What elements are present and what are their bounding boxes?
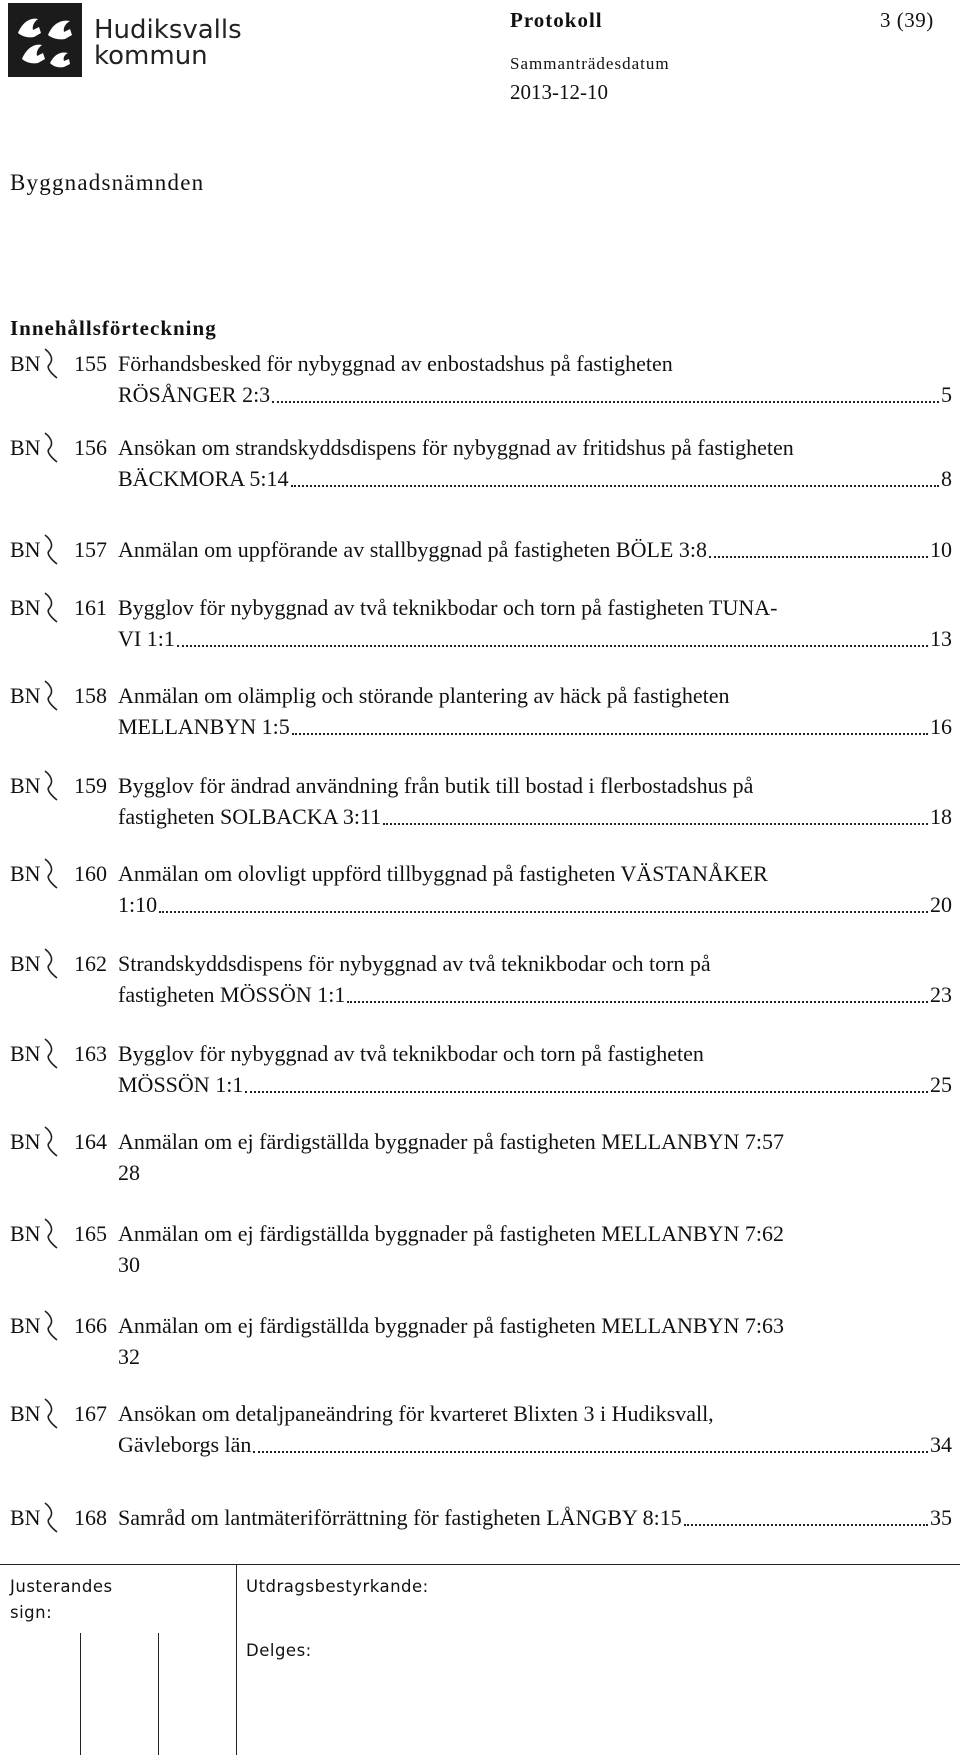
toc-entry-title-cont: Gävleborgs län (118, 1432, 252, 1457)
toc-entry[interactable] (10, 948, 952, 1010)
toc-entry-line (10, 1341, 952, 1372)
dot-leader (709, 555, 928, 558)
toc-entry-number: 167 (74, 1401, 107, 1426)
section-sign-icon (40, 592, 62, 623)
toc-entry-line (10, 979, 952, 1010)
toc-entry-page: 16 (930, 714, 952, 739)
section-sign-icon (40, 1502, 62, 1533)
dot-leader (272, 400, 939, 403)
toc-entry-page-inline: 30 (118, 1252, 140, 1277)
toc-entry-title-cont: 1:10 (118, 892, 158, 917)
toc-entry-line (10, 623, 952, 654)
document-type: Protokoll (510, 8, 603, 32)
toc-entry-line (10, 1310, 952, 1341)
toc-entry[interactable] (10, 1502, 952, 1533)
toc-entry-page: 20 (930, 892, 952, 917)
toc-entry-line (10, 1126, 952, 1157)
page-number: 3 (39) (880, 8, 934, 32)
toc-entry-line (10, 889, 952, 920)
toc-entry-title: Anmälan om olämplig och störande plantering av häck på fastigheten (118, 683, 730, 708)
toc-entry-line (10, 680, 952, 711)
toc-entry-number: 162 (74, 951, 107, 976)
municipality-logo (8, 3, 248, 79)
section-sign-icon (40, 432, 62, 463)
toc-entry[interactable] (10, 348, 952, 410)
toc-entry-number: 164 (74, 1129, 107, 1154)
dot-leader (291, 484, 939, 487)
toc-entry-title: Ansökan om strandskyddsdispens för nybyggnad av fritidshus på fastigheten (118, 435, 794, 460)
toc-entry[interactable] (10, 592, 952, 654)
toc-entry-title: Strandskyddsdispens för nybyggnad av två teknikbodar och torn på (118, 951, 711, 976)
section-sign-icon (40, 858, 62, 889)
toc-entry-page: 10 (930, 537, 952, 562)
toc-entry[interactable] (10, 432, 952, 494)
toc-heading: Innehållsförteckning (10, 316, 217, 340)
sign-label: sign: (10, 1603, 53, 1622)
toc-entry-number: 156 (74, 435, 107, 460)
section-sign-icon (40, 1218, 62, 1249)
toc-entry-line (10, 1069, 952, 1100)
toc-entry-title-cont: fastigheten MÖSSÖN 1:1 (118, 982, 346, 1007)
toc-entry-title: Anmälan om uppförande av stallbyggnad på fastigheten BÖLE 3:8 (118, 537, 707, 562)
toc-entry-number: 157 (74, 537, 107, 562)
toc-entry-line (10, 1157, 952, 1188)
toc-entry-title: Ansökan om detaljpaneändring för kvarteret Blixten 3 i Hudiksvall, (118, 1401, 714, 1426)
section-sign-icon (40, 348, 62, 379)
section-sign-icon (40, 1126, 62, 1157)
toc-entry-title: Bygglov för ändrad användning från butik till bostad i flerbostadshus på (118, 773, 754, 798)
toc-entry-page: 34 (930, 1432, 952, 1457)
toc-entry-number: 159 (74, 773, 107, 798)
toc-entry-prefix: BN (10, 595, 41, 620)
toc-entry-number: 158 (74, 683, 107, 708)
signature-footer (0, 1564, 960, 1755)
section-sign-icon (40, 1038, 62, 1069)
toc-entry-prefix: BN (10, 683, 41, 708)
goat-emblem-icon (8, 3, 82, 77)
toc-entry-title-cont: BÄCKMORA 5:14 (118, 466, 289, 491)
toc-entry-prefix: BN (10, 1505, 41, 1530)
toc-entry-title-cont: RÖSÅNGER 2:3 (118, 382, 271, 407)
toc-entry-title: Samråd om lantmäteriförrättning för fastigheten LÅNGBY 8:15 (118, 1505, 682, 1530)
toc-entry-line (10, 801, 952, 832)
toc-entry-title: Förhandsbesked för nybyggnad av enbostadshus på fastigheten (118, 351, 673, 376)
toc-entry-line (10, 592, 952, 623)
toc-entry-line (10, 463, 952, 494)
toc-entry[interactable] (10, 1310, 952, 1372)
toc-entry-prefix: BN (10, 1129, 41, 1154)
toc-entry[interactable] (10, 1218, 952, 1280)
toc-entry-title-cont: VI 1:1 (118, 626, 175, 651)
toc-entry-title: Anmälan om ej färdigställda byggnader på fastigheten MELLANBYN 7:63 (118, 1313, 784, 1338)
date-label: Sammanträdesdatum (510, 54, 670, 73)
toc-entry-prefix: BN (10, 351, 41, 376)
dot-leader (383, 822, 928, 825)
committee-name: Byggnadsnämnden (10, 170, 205, 195)
toc-entry-line (10, 534, 952, 565)
dot-leader (684, 1523, 928, 1526)
toc-entry[interactable] (10, 1038, 952, 1100)
dot-leader (292, 732, 928, 735)
dot-leader (253, 1450, 928, 1453)
toc-entry-title-cont: MELLANBYN 1:5 (118, 714, 290, 739)
toc-entry[interactable] (10, 534, 952, 565)
toc-entry-title: Bygglov för nybyggnad av två teknikbodar och torn på fastigheten (118, 1041, 704, 1066)
toc-entry-prefix: BN (10, 1041, 41, 1066)
toc-entry-title: Anmälan om olovligt uppförd tillbyggnad på fastigheten VÄSTANÅKER (118, 861, 768, 886)
toc-entry-number: 160 (74, 861, 107, 886)
toc-entry-prefix: BN (10, 1401, 41, 1426)
toc-entry-number: 165 (74, 1221, 107, 1246)
toc-entry-line (10, 1218, 952, 1249)
toc-entry-line (10, 1429, 952, 1460)
toc-entry-number: 161 (74, 595, 107, 620)
toc-entry-title: Anmälan om ej färdigställda byggnader på fastigheten MELLANBYN 7:57 (118, 1129, 784, 1154)
toc-entry-prefix: BN (10, 773, 41, 798)
toc-entry-page: 8 (941, 466, 952, 491)
toc-entry-line (10, 1398, 952, 1429)
toc-entry-line (10, 948, 952, 979)
toc-entry-page: 18 (930, 804, 952, 829)
toc-entry[interactable] (10, 680, 952, 742)
toc-entry-page: 23 (930, 982, 952, 1007)
toc-entry[interactable] (10, 770, 952, 832)
toc-entry[interactable] (10, 1126, 952, 1188)
toc-entry-title-cont: MÖSSÖN 1:1 (118, 1072, 244, 1097)
signature-box-divider (80, 1633, 81, 1755)
section-sign-icon (40, 1398, 62, 1429)
toc-entry-line (10, 711, 952, 742)
toc-entry-page: 25 (930, 1072, 952, 1097)
toc-entry-page-inline: 32 (118, 1344, 140, 1369)
toc-entry-line (10, 432, 952, 463)
logo-line-1: Hudiksvalls (94, 15, 242, 45)
toc-entry-number: 166 (74, 1313, 107, 1338)
utdrag-label: Utdragsbestyrkande: (246, 1577, 429, 1596)
toc-entry-page: 5 (941, 382, 952, 407)
toc-entry-title: Bygglov för nybyggnad av två teknikbodar och torn på fastigheten TUNA- (118, 595, 778, 620)
delges-label: Delges: (246, 1641, 312, 1660)
toc-entry-line (10, 348, 952, 379)
section-sign-icon (40, 948, 62, 979)
dot-leader (245, 1090, 928, 1093)
toc-entry-number: 163 (74, 1041, 107, 1066)
toc-entry-title-cont: fastigheten SOLBACKA 3:11 (118, 804, 382, 829)
toc-entry-number: 155 (74, 351, 107, 376)
dot-leader (347, 1000, 928, 1003)
toc-entry-number: 168 (74, 1505, 107, 1530)
toc-entry-prefix: BN (10, 435, 41, 460)
toc-entry-prefix: BN (10, 951, 41, 976)
toc-entry-prefix: BN (10, 1313, 41, 1338)
meeting-date: 2013-12-10 (510, 80, 608, 104)
footer-divider (236, 1565, 237, 1755)
dot-leader (159, 910, 928, 913)
toc-entry-line (10, 858, 952, 889)
toc-entry-page-inline: 28 (118, 1160, 140, 1185)
toc-entry-line (10, 1502, 952, 1533)
toc-entry-line (10, 379, 952, 410)
section-sign-icon (40, 534, 62, 565)
logo-wordmark (94, 17, 242, 69)
toc-entry-page: 35 (930, 1505, 952, 1530)
logo-line-2: kommun (94, 41, 208, 71)
signature-box-divider (158, 1633, 159, 1755)
toc-entry-prefix: BN (10, 537, 41, 562)
toc-entry-prefix: BN (10, 1221, 41, 1246)
toc-entry-page: 13 (930, 626, 952, 651)
toc-entry-prefix: BN (10, 861, 41, 886)
section-sign-icon (40, 680, 62, 711)
toc-entry-title: Anmälan om ej färdigställda byggnader på fastigheten MELLANBYN 7:62 (118, 1221, 784, 1246)
justerandes-label: Justerandes (10, 1577, 113, 1596)
toc-entry-line (10, 1249, 952, 1280)
toc-entry[interactable] (10, 1398, 952, 1460)
section-sign-icon (40, 770, 62, 801)
dot-leader (177, 644, 928, 647)
toc-entry-line (10, 770, 952, 801)
toc-entry[interactable] (10, 858, 952, 920)
toc-entry-line (10, 1038, 952, 1069)
section-sign-icon (40, 1310, 62, 1341)
